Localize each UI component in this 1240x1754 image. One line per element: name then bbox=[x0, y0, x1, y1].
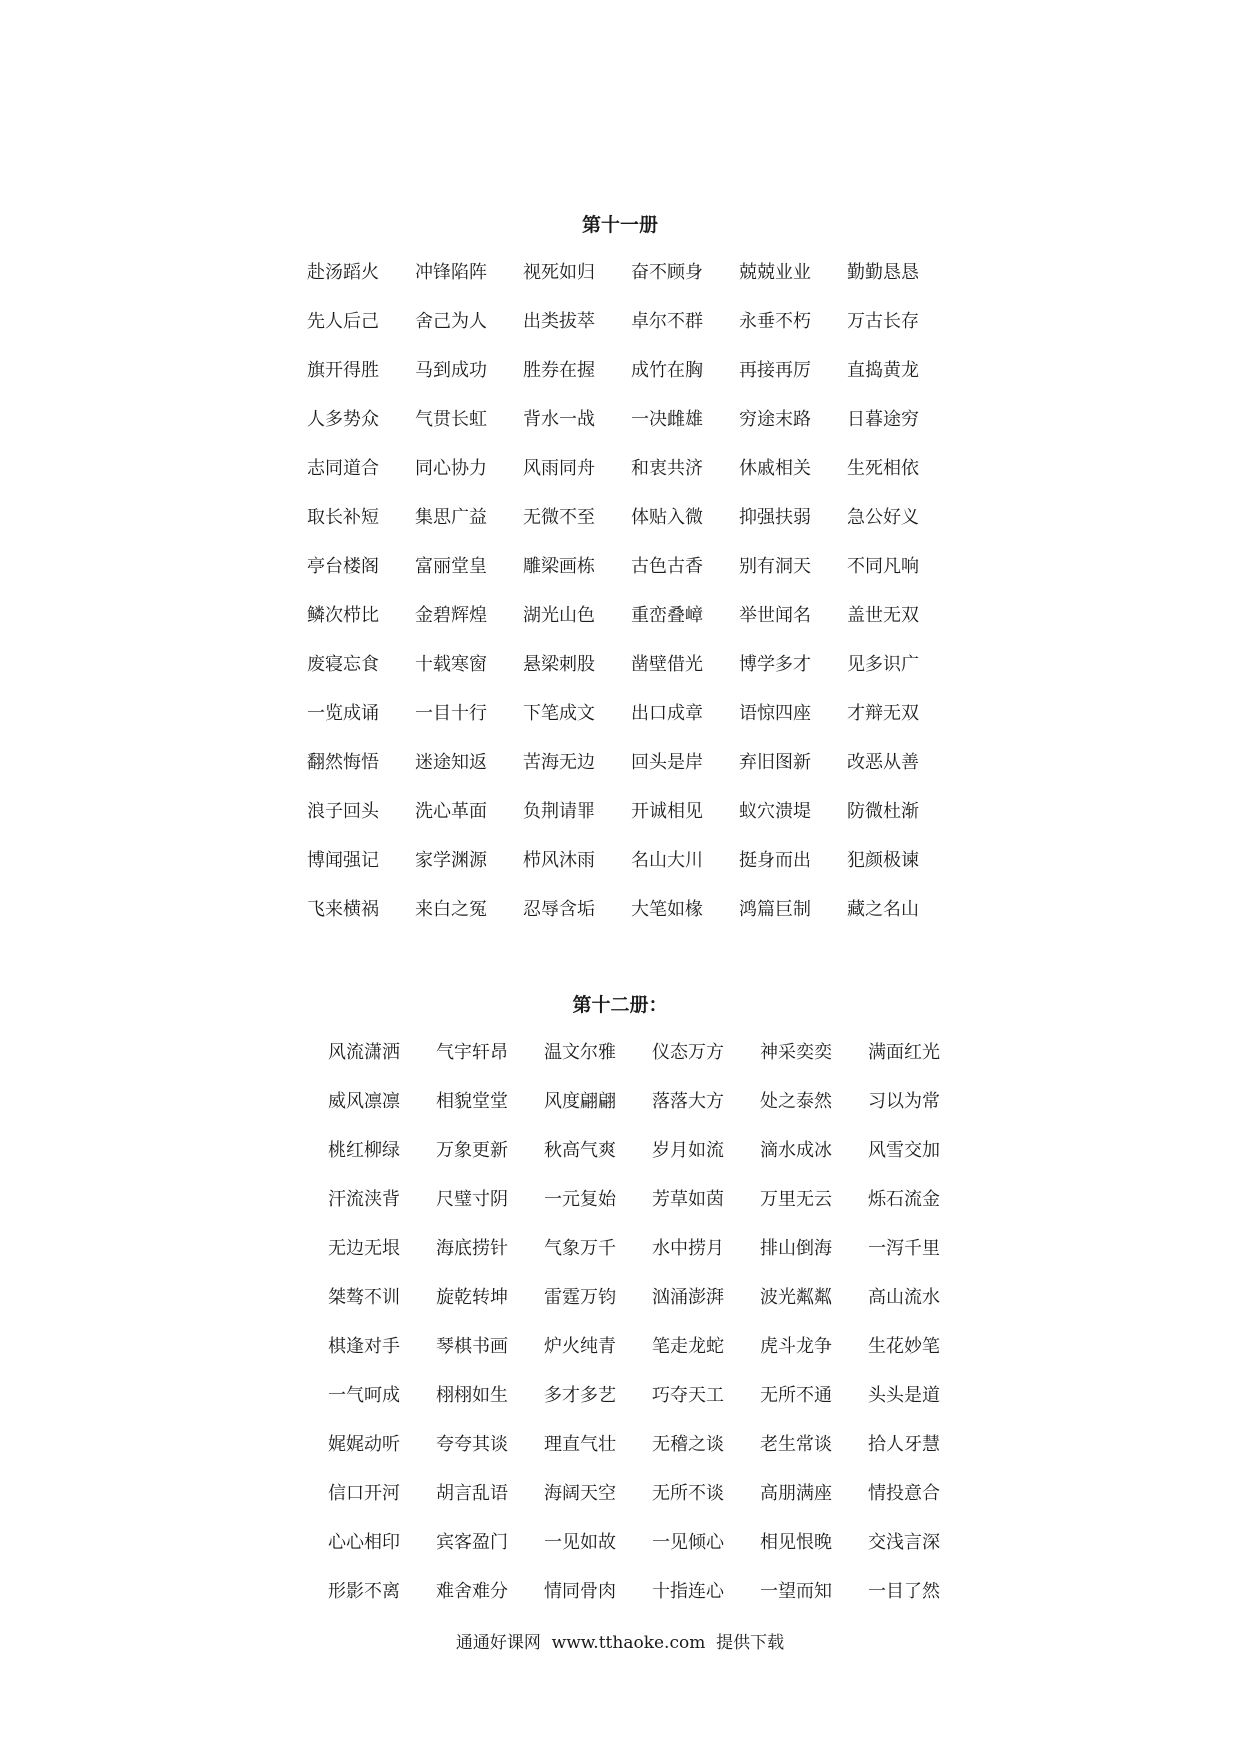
idiom-item: 别有洞天 bbox=[739, 556, 811, 577]
idiom-item: 日暮途穷 bbox=[847, 409, 919, 430]
idiom-item: 芳草如茵 bbox=[652, 1189, 724, 1210]
idiom-item: 十载寒窗 bbox=[415, 654, 487, 675]
idiom-item: 无所不通 bbox=[760, 1385, 832, 1406]
idiom-item: 卓尔不群 bbox=[631, 311, 703, 332]
idiom-item: 温文尔雅 bbox=[544, 1042, 616, 1063]
idiom-item: 飞来横祸 bbox=[307, 899, 379, 920]
idiom-item: 弃旧图新 bbox=[739, 752, 811, 773]
idiom-item: 秋高气爽 bbox=[544, 1140, 616, 1161]
idiom-item: 一目十行 bbox=[415, 703, 487, 724]
idiom-item: 一目了然 bbox=[868, 1581, 940, 1602]
idiom-item: 勤勤恳恳 bbox=[847, 262, 919, 283]
idiom-item: 一决雌雄 bbox=[631, 409, 703, 430]
idiom-item: 栩栩如生 bbox=[436, 1385, 508, 1406]
idiom-item: 急公好义 bbox=[847, 507, 919, 528]
idiom-item: 冲锋陷阵 bbox=[415, 262, 487, 283]
idiom-item: 炉火纯青 bbox=[544, 1336, 616, 1357]
idiom-item: 岁月如流 bbox=[652, 1140, 724, 1161]
idiom-item: 取长补短 bbox=[307, 507, 379, 528]
idiom-item: 迷途知返 bbox=[415, 752, 487, 773]
idiom-item: 举世闻名 bbox=[739, 605, 811, 626]
idiom-item: 不同凡响 bbox=[847, 556, 919, 577]
idiom-item: 先人后己 bbox=[307, 311, 379, 332]
idiom-item: 无边无垠 bbox=[328, 1238, 400, 1259]
idiom-item: 古色古香 bbox=[631, 556, 703, 577]
idiom-item: 滴水成冰 bbox=[760, 1140, 832, 1161]
idiom-item: 高山流水 bbox=[868, 1287, 940, 1308]
idiom-item: 直捣黄龙 bbox=[847, 360, 919, 381]
idiom-item: 气象万千 bbox=[544, 1238, 616, 1259]
idiom-item: 挺身而出 bbox=[739, 850, 811, 871]
idiom-item: 富丽堂皇 bbox=[415, 556, 487, 577]
idiom-item: 凿壁借光 bbox=[631, 654, 703, 675]
idiom-item: 盖世无双 bbox=[847, 605, 919, 626]
idiom-item: 抑强扶弱 bbox=[739, 507, 811, 528]
idiom-item: 神采奕奕 bbox=[760, 1042, 832, 1063]
idiom-item: 雕梁画栋 bbox=[523, 556, 595, 577]
idiom-item: 风度翩翩 bbox=[544, 1091, 616, 1112]
idiom-item: 视死如归 bbox=[523, 262, 595, 283]
idiom-item: 马到成功 bbox=[415, 360, 487, 381]
idiom-grid-book-12 bbox=[328, 1028, 976, 1616]
idiom-item: 桃红柳绿 bbox=[328, 1140, 400, 1161]
idiom-item: 气贯长虹 bbox=[415, 409, 487, 430]
idiom-item: 翻然悔悟 bbox=[307, 752, 379, 773]
idiom-item: 风流潇洒 bbox=[328, 1042, 400, 1063]
idiom-item: 开诚相见 bbox=[631, 801, 703, 822]
page-footer: 通通好课网 www.tthaoke.com 提供下载 bbox=[455, 1633, 785, 1653]
idiom-item: 拾人牙慧 bbox=[868, 1434, 940, 1455]
idiom-item: 穷途末路 bbox=[739, 409, 811, 430]
idiom-item: 海底捞针 bbox=[436, 1238, 508, 1259]
idiom-item: 见多识广 bbox=[847, 654, 919, 675]
idiom-item: 笔走龙蛇 bbox=[652, 1336, 724, 1357]
idiom-item: 一览成诵 bbox=[307, 703, 379, 724]
idiom-item: 老生常谈 bbox=[760, 1434, 832, 1455]
idiom-item: 忍辱含垢 bbox=[523, 899, 595, 920]
idiom-item: 仪态万方 bbox=[652, 1042, 724, 1063]
idiom-item: 汗流浃背 bbox=[328, 1189, 400, 1210]
idiom-item: 一泻千里 bbox=[868, 1238, 940, 1259]
idiom-item: 旋乾转坤 bbox=[436, 1287, 508, 1308]
idiom-item: 形影不离 bbox=[328, 1581, 400, 1602]
idiom-item: 桀骜不训 bbox=[328, 1287, 400, 1308]
idiom-item: 落落大方 bbox=[652, 1091, 724, 1112]
idiom-item: 一望而知 bbox=[760, 1581, 832, 1602]
idiom-item: 汹涌澎湃 bbox=[652, 1287, 724, 1308]
idiom-item: 尺璧寸阴 bbox=[436, 1189, 508, 1210]
idiom-item: 风雨同舟 bbox=[523, 458, 595, 479]
idiom-item: 大笔如椽 bbox=[631, 899, 703, 920]
idiom-item: 鸿篇巨制 bbox=[739, 899, 811, 920]
idiom-item: 满面红光 bbox=[868, 1042, 940, 1063]
idiom-item: 夸夸其谈 bbox=[436, 1434, 508, 1455]
idiom-item: 无稽之谈 bbox=[652, 1434, 724, 1455]
idiom-item: 赴汤蹈火 bbox=[307, 262, 379, 283]
idiom-item: 多才多艺 bbox=[544, 1385, 616, 1406]
section-title-book-11: 第十一册 bbox=[581, 214, 658, 236]
idiom-item: 博闻强记 bbox=[307, 850, 379, 871]
idiom-item: 一见倾心 bbox=[652, 1532, 724, 1553]
idiom-item: 习以为常 bbox=[868, 1091, 940, 1112]
idiom-item: 信口开河 bbox=[328, 1483, 400, 1504]
section-title-book-12: 第十二册： bbox=[572, 994, 668, 1016]
idiom-grid-book-11 bbox=[307, 248, 955, 934]
idiom-item: 头头是道 bbox=[868, 1385, 940, 1406]
idiom-item: 蚁穴溃堤 bbox=[739, 801, 811, 822]
idiom-item: 海阔天空 bbox=[544, 1483, 616, 1504]
idiom-item: 背水一战 bbox=[523, 409, 595, 430]
idiom-item: 防微杜渐 bbox=[847, 801, 919, 822]
idiom-item: 娓娓动听 bbox=[328, 1434, 400, 1455]
idiom-item: 雷霆万钧 bbox=[544, 1287, 616, 1308]
idiom-item: 万里无云 bbox=[760, 1189, 832, 1210]
idiom-item: 兢兢业业 bbox=[739, 262, 811, 283]
idiom-item: 集思广益 bbox=[415, 507, 487, 528]
idiom-item: 同心协力 bbox=[415, 458, 487, 479]
idiom-item: 名山大川 bbox=[631, 850, 703, 871]
idiom-item: 琴棋书画 bbox=[436, 1336, 508, 1357]
idiom-item: 理直气壮 bbox=[544, 1434, 616, 1455]
idiom-item: 水中捞月 bbox=[652, 1238, 724, 1259]
idiom-item: 湖光山色 bbox=[523, 605, 595, 626]
idiom-item: 一元复始 bbox=[544, 1189, 616, 1210]
idiom-item: 巧夺天工 bbox=[652, 1385, 724, 1406]
idiom-item: 无微不至 bbox=[523, 507, 595, 528]
idiom-item: 棋逢对手 bbox=[328, 1336, 400, 1357]
idiom-item: 生死相依 bbox=[847, 458, 919, 479]
idiom-item: 奋不顾身 bbox=[631, 262, 703, 283]
idiom-item: 亭台楼阁 bbox=[307, 556, 379, 577]
idiom-item: 无所不谈 bbox=[652, 1483, 724, 1504]
idiom-item: 一见如故 bbox=[544, 1532, 616, 1553]
idiom-item: 胜券在握 bbox=[523, 360, 595, 381]
idiom-item: 下笔成文 bbox=[523, 703, 595, 724]
idiom-item: 博学多才 bbox=[739, 654, 811, 675]
idiom-item: 废寝忘食 bbox=[307, 654, 379, 675]
idiom-item: 出口成章 bbox=[631, 703, 703, 724]
idiom-item: 负荆请罪 bbox=[523, 801, 595, 822]
idiom-item: 悬梁刺股 bbox=[523, 654, 595, 675]
idiom-item: 永垂不朽 bbox=[739, 311, 811, 332]
idiom-item: 和衷共济 bbox=[631, 458, 703, 479]
idiom-item: 烁石流金 bbox=[868, 1189, 940, 1210]
idiom-item: 虎斗龙争 bbox=[760, 1336, 832, 1357]
idiom-item: 一气呵成 bbox=[328, 1385, 400, 1406]
idiom-item: 生花妙笔 bbox=[868, 1336, 940, 1357]
idiom-item: 万古长存 bbox=[847, 311, 919, 332]
idiom-item: 波光粼粼 bbox=[760, 1287, 832, 1308]
idiom-item: 鳞次栉比 bbox=[307, 605, 379, 626]
idiom-item: 威风凛凛 bbox=[328, 1091, 400, 1112]
idiom-item: 胡言乱语 bbox=[436, 1483, 508, 1504]
idiom-item: 来白之冤 bbox=[415, 899, 487, 920]
idiom-item: 相见恨晚 bbox=[760, 1532, 832, 1553]
idiom-item: 金碧辉煌 bbox=[415, 605, 487, 626]
idiom-item: 才辩无双 bbox=[847, 703, 919, 724]
idiom-item: 重峦叠嶂 bbox=[631, 605, 703, 626]
idiom-item: 宾客盈门 bbox=[436, 1532, 508, 1553]
idiom-item: 苦海无边 bbox=[523, 752, 595, 773]
idiom-item: 旗开得胜 bbox=[307, 360, 379, 381]
idiom-item: 舍己为人 bbox=[415, 311, 487, 332]
idiom-item: 洗心革面 bbox=[415, 801, 487, 822]
idiom-item: 语惊四座 bbox=[739, 703, 811, 724]
idiom-item: 出类拔萃 bbox=[523, 311, 595, 332]
idiom-item: 栉风沐雨 bbox=[523, 850, 595, 871]
idiom-item: 难舍难分 bbox=[436, 1581, 508, 1602]
idiom-item: 十指连心 bbox=[652, 1581, 724, 1602]
idiom-item: 再接再厉 bbox=[739, 360, 811, 381]
idiom-item: 家学渊源 bbox=[415, 850, 487, 871]
idiom-item: 改恶从善 bbox=[847, 752, 919, 773]
idiom-item: 回头是岸 bbox=[631, 752, 703, 773]
idiom-item: 高朋满座 bbox=[760, 1483, 832, 1504]
idiom-item: 浪子回头 bbox=[307, 801, 379, 822]
idiom-item: 情投意合 bbox=[868, 1483, 940, 1504]
idiom-item: 风雪交加 bbox=[868, 1140, 940, 1161]
idiom-item: 相貌堂堂 bbox=[436, 1091, 508, 1112]
idiom-item: 人多势众 bbox=[307, 409, 379, 430]
idiom-item: 心心相印 bbox=[328, 1532, 400, 1553]
idiom-item: 处之泰然 bbox=[760, 1091, 832, 1112]
idiom-item: 藏之名山 bbox=[847, 899, 919, 920]
idiom-item: 万象更新 bbox=[436, 1140, 508, 1161]
idiom-item: 休戚相关 bbox=[739, 458, 811, 479]
idiom-item: 交浅言深 bbox=[868, 1532, 940, 1553]
idiom-item: 气宇轩昂 bbox=[436, 1042, 508, 1063]
idiom-item: 犯颜极谏 bbox=[847, 850, 919, 871]
idiom-item: 成竹在胸 bbox=[631, 360, 703, 381]
idiom-item: 体贴入微 bbox=[631, 507, 703, 528]
idiom-item: 情同骨肉 bbox=[544, 1581, 616, 1602]
idiom-item: 志同道合 bbox=[307, 458, 379, 479]
idiom-item: 排山倒海 bbox=[760, 1238, 832, 1259]
